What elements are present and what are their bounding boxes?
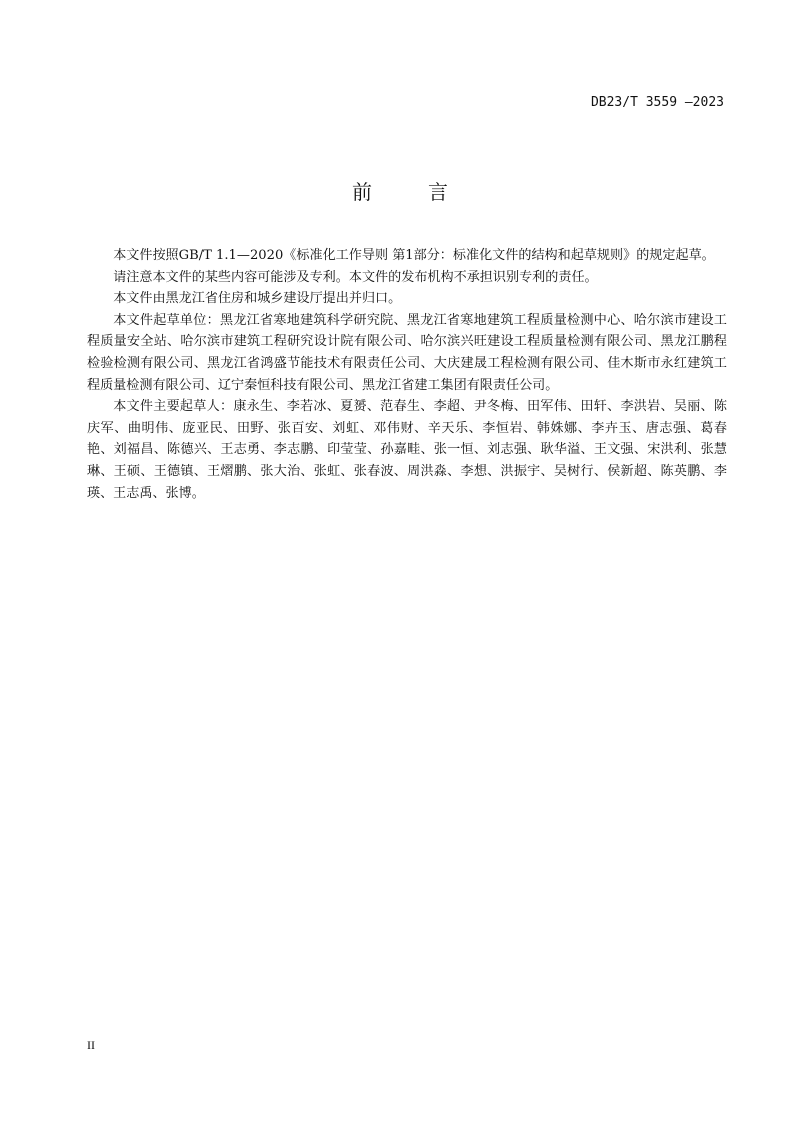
section-title-foreword [0,176,800,205]
title-char-2: 言 [428,180,448,204]
paragraph-drafting-rules: 本文件按照GB/T 1.1—2020《标准化工作导则 第1部分：标准化文件的结构和起草规则》的规定起草。 [113,248,715,263]
paragraph-drafting-units: 本文件起草单位：黑龙江省寒地建筑科学研究院、黑龙江省寒地建筑工程质量检测中心、哈尔滨市建设工程质量安全站、哈尔滨市建筑工程研究设计院有限公司、哈尔滨兴旺建设工程质量检测有限公司、黑龙江鹏程检验检测有限公司、黑龙江省鸿盛节能技术有限责任公司、大庆建晟工程检测有限公司、佳木斯市永红建筑工程质量检测有限公司、辽宁秦恒科技有限公司、黑龙江省建工集团有限责任公司。 [87,312,727,393]
paragraph-patent-notice: 请注意本文件的某些内容可能涉及专利。本文件的发布机构不承担识别专利的责任。 [113,269,598,285]
paragraph-proposer: 本文件由黑龙江省住房和城乡建设厅提出并归口。 [113,291,402,307]
page-number: II [87,1038,95,1052]
title-char-1: 前 [352,180,372,204]
paragraph-main-drafters: 本文件主要起草人：康永生、李若冰、夏赟、范春生、李超、尹冬梅、田军伟、田轩、李洪岩、吴丽、陈庆军、曲明伟、庞亚民、田野、张百安、刘虹、邓伟财、辛天乐、李恒岩、韩姝娜、李卉玉、唐志强、葛春艳、刘福昌、陈德兴、王志勇、李志鹏、印莹莹、孙嘉畦、张一恒、刘志强、耿华溢、王文强、宋洪利、张慧琳、王硕、王德镇、王熠鹏、张大治、张虹、张春波、周洪淼、李想、洪振宇、吴树行、侯新超、陈英鹏、李瑛、王志禹、张博。 [87,399,727,501]
document-code: DB23/T 3559 —2023 [590,95,724,110]
foreword-body [87,245,727,504]
